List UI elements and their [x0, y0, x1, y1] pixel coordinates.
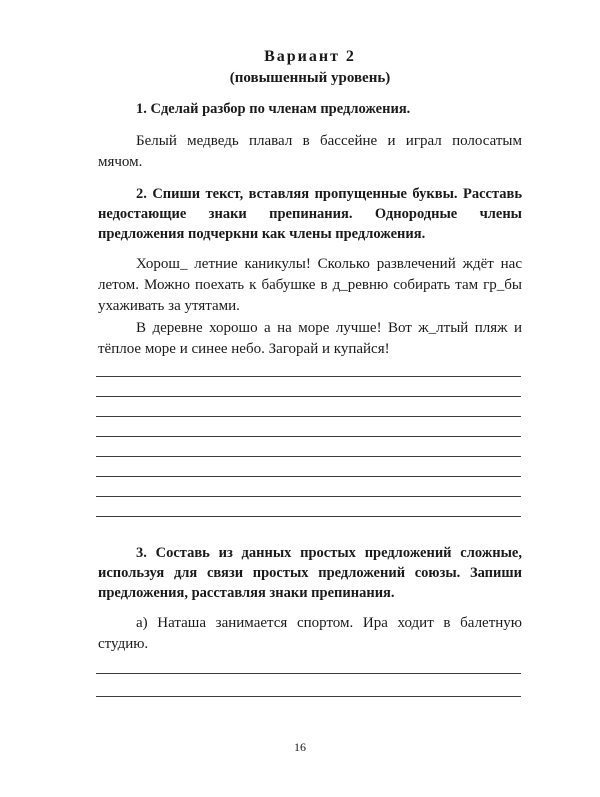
task2-text-paragraph-1: Хорош_ летние каникулы! Сколько развлечений ждёт нас летом. Можно поехать к бабушке в д_ревню собирать там гр_бы ухаживать за утятами.: [98, 256, 522, 314]
level-subtitle: (повышенный уровень): [229, 70, 391, 86]
answer-lines-task2: [98, 376, 522, 517]
task1-text: Белый медведь плавал в бассейне и играл полосатым мячом.: [98, 133, 522, 170]
answer-line[interactable]: [96, 416, 521, 417]
answer-line[interactable]: [96, 696, 521, 697]
answer-line[interactable]: [96, 436, 521, 437]
answer-line[interactable]: [96, 476, 521, 477]
workbook-page: [0, 47, 600, 797]
answer-line[interactable]: [96, 376, 521, 377]
answer-lines-task3: [98, 673, 522, 697]
answer-line[interactable]: [96, 496, 521, 497]
task2-heading: 2. Спиши текст, вставляя пропущенные буквы. Расставь недостающие знаки препинания. Однородные члены предложения подчеркни как члены предложения.: [98, 186, 522, 242]
answer-line[interactable]: [96, 516, 521, 517]
task2-text-paragraph-2: В деревне хорошо а на море лучше! Вот ж_лтый пляж и тёплое море и синее небо. Загорай и купайся!: [98, 320, 522, 357]
task3-heading: 3. Составь из данных простых предложений сложные, используя для связи простых предложений союзы. Запиши предложения, расставляя знаки препинания.: [98, 545, 522, 601]
answer-line[interactable]: [96, 673, 521, 674]
page-number: 16: [294, 740, 306, 754]
task1-heading: 1. Сделай разбор по членам предложения.: [136, 101, 411, 117]
answer-line[interactable]: [96, 396, 521, 397]
variant-title: Вариант 2: [264, 48, 356, 65]
answer-line[interactable]: [96, 456, 521, 457]
task3-item-a: а) Наташа занимается спортом. Ира ходит в балетную студию.: [98, 615, 522, 652]
